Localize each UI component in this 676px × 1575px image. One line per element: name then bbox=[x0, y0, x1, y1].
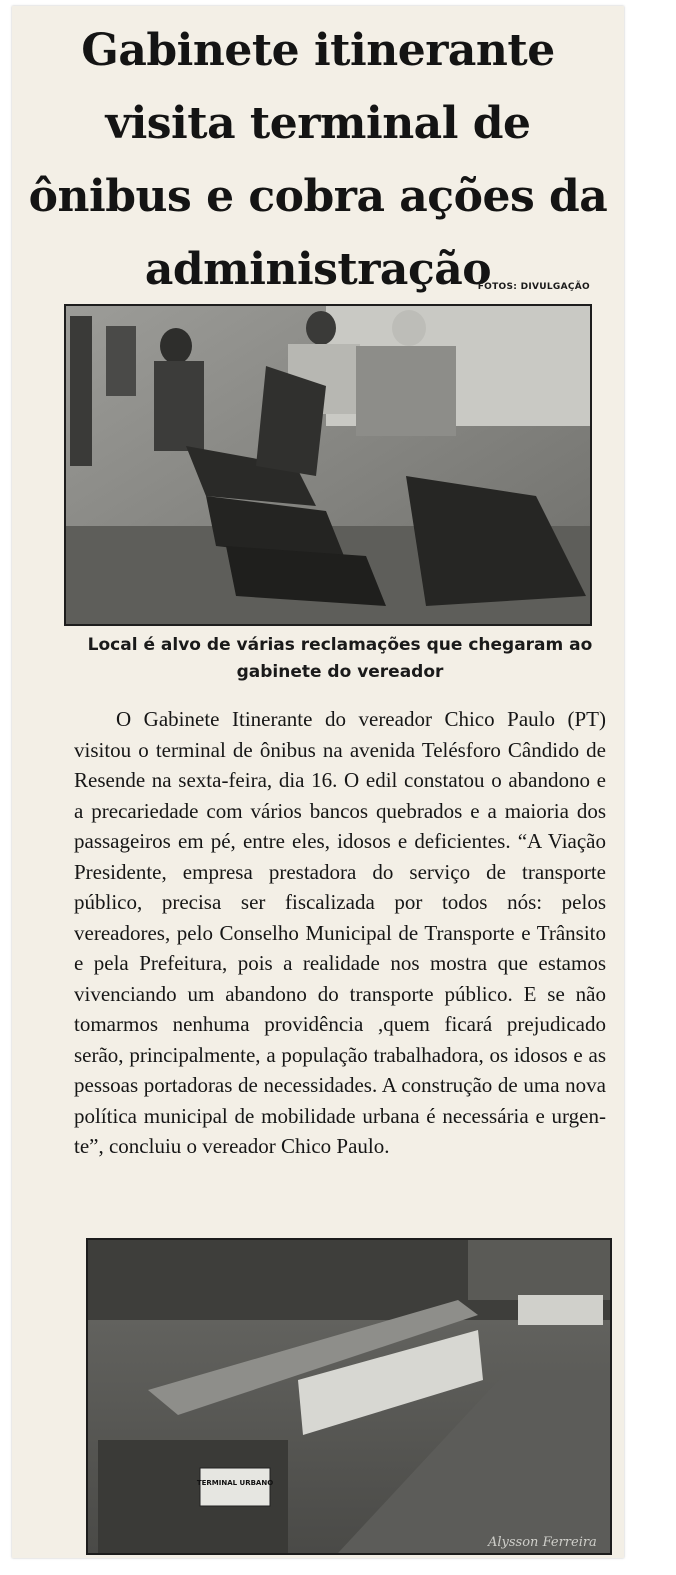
photo-caption: Local é alvo de várias reclamações que chegaram ao gabinete do vereador bbox=[87, 635, 593, 682]
photo-bus-terminal-aerial bbox=[86, 1238, 612, 1555]
photographer-signature: Alysson Ferreira bbox=[488, 1535, 597, 1550]
photo-credit: FOTOS: DIVULGAÇÃO bbox=[477, 282, 590, 292]
article-headline: Gabinete itinerante visita terminal de ônibus e cobra ações da administração bbox=[28, 25, 608, 295]
article-body: O Gabinete Itinerante do vereador Chico Paulo (PT) visitou o terminal de ônibus na avenida Telésforo Cândido de Resende na sexta-feira, dia 16. O edil constatou o abandono e a precariedade com vários bancos quebrados e a maioria dos passageiros em pé, entre eles, idosos e deficientes. “A Viação Presidente, empresa prestadora do serviço de transporte público, precisa ser fiscalizada por todos nós: pelos vereadores, pelo Conselho Municipal de Transporte e Trânsito e pela Prefeitura, pois a realidade nos mostra que estamos vivenciando um abandono do transporte público. E se não tomarmos nenhuma providência ,quem ficará prejudicado serão, principalmente, a população trabalhadora, os idosos e as pessoas portadoras de necessidades. A construção de uma nova política municipal de mobilidade urbana é necessária e urgente”, concluiu o vereador Chico Paulo. bbox=[74, 707, 606, 1158]
terminal-sign-text: TERMINAL URBANO bbox=[196, 1479, 274, 1487]
photo-terminal-benches bbox=[64, 304, 592, 626]
